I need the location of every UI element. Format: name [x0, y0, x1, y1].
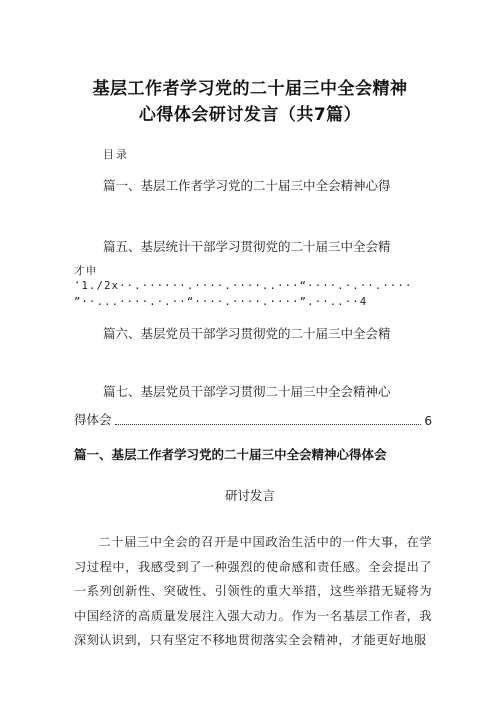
document-title-line-2: 心得体会研讨发言（共7篇）	[138, 105, 362, 125]
document-title-line-1: 基层工作者学习党的二十届三中全会精神	[92, 79, 408, 99]
section-subtitle: 研讨发言	[224, 488, 275, 503]
paragraph-text: 二十届三中全会的召开是中国政治生活中的一件大事，在学习过程中，我感受到了一种强烈的使命感和责任感。全会提出了一系列创新性、突破性、引领性的重大举措，这些举措无疑将为中国经济的高质量发展注入强大动力。作为一名基层工作者，我深刻认识到，只有坚定不移地贯彻落实全会精神，才能更好地服	[74, 535, 432, 647]
section-title: 篇一、基层工作者学习党的二十届三中全会精神心得体会	[74, 447, 387, 462]
toc-garbled-text-2: '1./2x··.······.····.····..···“····.·.··.····	[74, 280, 413, 292]
toc-entry-6[interactable]: 篇六、基层党员干部学习贯彻党的二十届三中全会精	[103, 326, 391, 341]
toc-entry-1[interactable]: 篇一、基层工作者学习党的二十届三中全会精神心得	[103, 178, 391, 193]
toc-leader-dots	[115, 423, 422, 425]
toc-entry-7-continuation[interactable]	[74, 414, 432, 428]
toc-heading: 目录	[103, 148, 129, 161]
toc-garbled-text-1: 才申	[74, 265, 98, 277]
toc-garbled-text-3: ”··...····.·.··“····.····.····”.··..··4	[74, 296, 368, 308]
toc-entry-5[interactable]: 篇五、基层统计干部学习贯彻党的二十届三中全会精	[103, 239, 391, 254]
toc-entry-7[interactable]: 篇七、基层党员干部学习贯彻二十届三中全会精神心	[103, 384, 391, 399]
toc-page-number: 6	[424, 414, 432, 428]
body-paragraph	[74, 530, 432, 653]
toc-entry-7-tail: 得体会	[74, 412, 112, 427]
